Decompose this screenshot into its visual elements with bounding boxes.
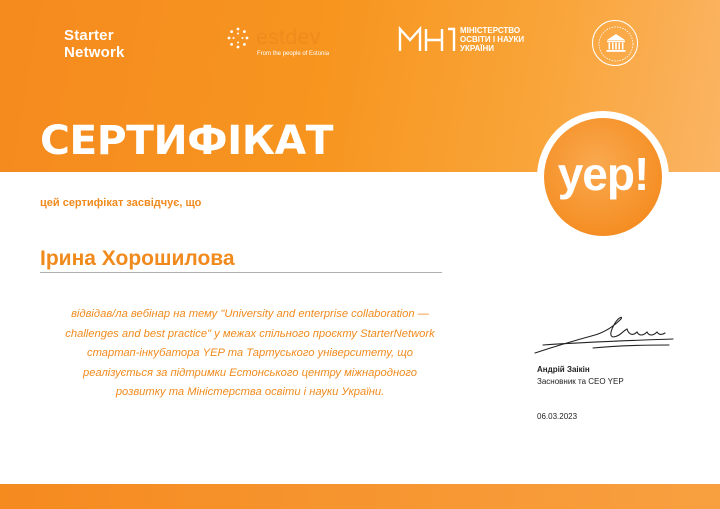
recipient-underline [40, 272, 442, 273]
certificate-footer [0, 484, 720, 509]
estdev-tagline: From the people of Estonia [257, 51, 330, 57]
university-seal-logo [592, 20, 638, 66]
certificate-description [40, 305, 460, 403]
starter-logo-line1: Starter [64, 27, 114, 44]
yep-badge [544, 118, 662, 236]
university-building-icon [593, 21, 639, 67]
certificate-title: СЕРТИФІКАТ [40, 118, 333, 164]
ministry-text-line1: МІНІСТЕРСТВО [460, 26, 521, 35]
ministry-text-line3: УКРАЇНИ [460, 44, 495, 53]
signer-role: Засновник та CEO YEP [537, 377, 624, 386]
description-line: відвідав/ла вебінар на тему "University and enterprise collaboration — [71, 308, 429, 320]
description-line: розвитку та Міністерства освіти і науки України. [115, 386, 385, 398]
yep-badge-text: yep! [557, 148, 649, 200]
ministry-logo-text [460, 26, 550, 53]
estdev-flower-icon [226, 26, 250, 50]
certify-text: цей сертифікат засвідчує, що [40, 197, 202, 209]
description-line: challenges and best practice" у межах спільного проєкту StarterNetwork [65, 327, 435, 340]
recipient-name: Ірина Хорошилова [40, 247, 235, 270]
starter-network-logo [64, 27, 125, 61]
signature-image [533, 305, 683, 360]
description-line: реалізується за підтримки Естонського центру міжнародного [83, 366, 417, 379]
starter-logo-line2: Network [64, 44, 125, 61]
ministry-emblem-icon [398, 25, 456, 53]
ministry-text-line2: ОСВІТИ І НАУКИ [460, 35, 525, 44]
description-line: стартап-інкубатора YEP та Тартуського університету, що [86, 347, 414, 359]
estdev-name: estdev [256, 26, 321, 49]
signer-name: Андрій Заікін [537, 365, 590, 374]
certificate-date: 06.03.2023 [537, 412, 578, 421]
